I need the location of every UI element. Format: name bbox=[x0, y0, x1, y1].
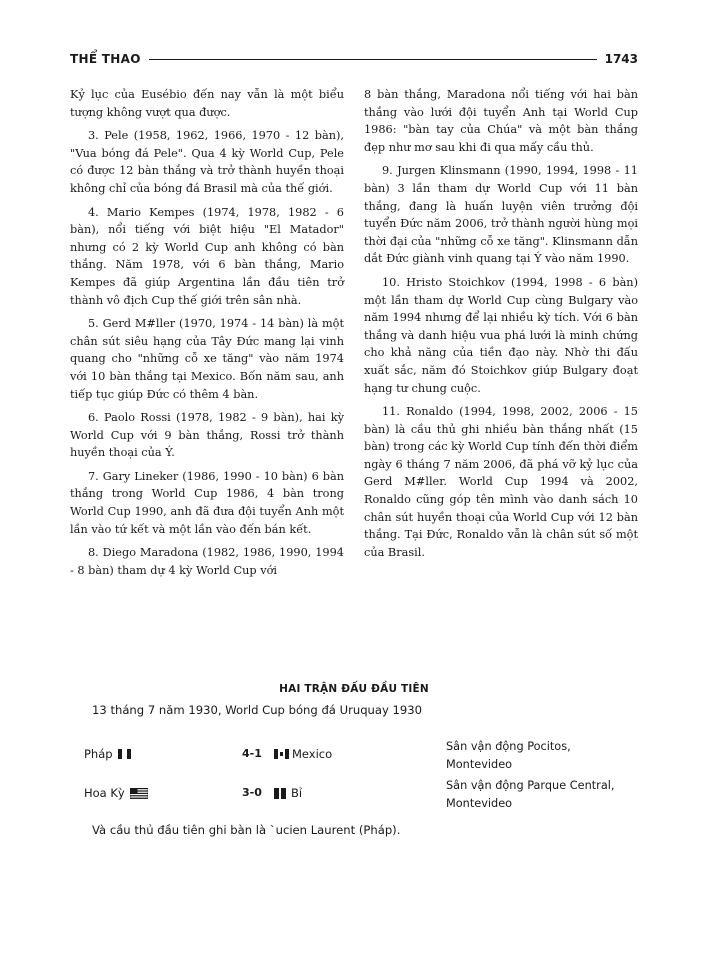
team-name: Pháp bbox=[84, 747, 113, 761]
venue-line: Montevideo bbox=[446, 758, 513, 771]
team-name: Mexico bbox=[292, 747, 333, 761]
left-column bbox=[70, 86, 344, 585]
team-name: Hoa Kỳ bbox=[84, 786, 125, 800]
paragraph: 7. Gary Lineker (1986, 1990 - 10 bàn) 6 bàn thắng trong World Cup 1986, 4 bàn trong World Cup 1990, anh đã đưa đội tuyển Anh một lần vào tứ kết và một lần vào đến bán kết. bbox=[70, 469, 344, 536]
match-score: 4-1 bbox=[242, 747, 262, 760]
paragraph: 6. Paolo Rossi (1978, 1982 - 9 bàn), hai kỳ World Cup với 9 bàn thắng, Rossi trở thành huyền thoại của Ý. bbox=[70, 411, 344, 460]
france-flag-icon bbox=[118, 749, 131, 759]
paragraph: 3. Pele (1958, 1962, 1966, 1970 - 12 bàn), "Vua bóng đá Pele". Qua 4 kỳ World Cup, Pele có được 12 bàn thắng và trở thành huyền thoại không chỉ của bóng đá Brasil mà của thế giới. bbox=[70, 129, 344, 195]
mexico-flag-icon bbox=[274, 749, 289, 759]
team-name: Bỉ bbox=[291, 786, 303, 800]
venue-line: Montevideo bbox=[446, 797, 513, 810]
section-title: THỂ THAO bbox=[70, 52, 141, 66]
paragraph: 5. Gerd M#ller (1970, 1974 - 14 bàn) là một chân sút siêu hạng của Tây Đức mang lại vinh quang cho "những cỗ xe tăng" vào năm 1974 với 10 bàn thắng tại Mexico. Bốn năm sau, anh tiếp tục giúp Đức có thêm 4 bàn. bbox=[70, 317, 344, 401]
match-venue bbox=[446, 738, 571, 774]
page-header bbox=[70, 48, 638, 70]
venue-line: Sân vận động Pocitos, bbox=[446, 740, 571, 753]
venue-line: Sân vận động Parque Central, bbox=[446, 779, 615, 792]
paragraph: 8 bàn thắng, Maradona nổi tiếng với hai bàn thắng vào lưới đội tuyển Anh tại World Cup 1986: "bàn tay của Chúa" và một bàn thắng đẹp như mơ sau khi đi qua mấy cầu thủ. bbox=[364, 88, 638, 154]
usa-flag-icon bbox=[130, 788, 148, 799]
paragraph: 8. Diego Maradona (1982, 1986, 1990, 1994 - 8 bàn) tham dự 4 kỳ World Cup với bbox=[70, 546, 344, 577]
first-scorer-note: Và cầu thủ đầu tiên ghi bàn là `ucien Laurent (Pháp). bbox=[92, 823, 401, 837]
team-home bbox=[84, 786, 148, 800]
paragraph: 9. Jurgen Klinsmann (1990, 1994, 1998 - 11 bàn) 3 lần tham dự World Cup với 11 bàn thắng, đang là huấn luyện viên trưởng đội tuyển Đức năm 2006, trở thành người hùng mọi thời đại của "những cỗ xe tăng". Klinsmann dẫn dắt Đức giành vinh quang tại Ý vào năm 1990. bbox=[364, 164, 638, 266]
matches-subtitle: 13 tháng 7 năm 1930, World Cup bóng đá Uruquay 1930 bbox=[92, 703, 423, 717]
match-venue bbox=[446, 777, 614, 813]
team-away bbox=[274, 786, 302, 800]
match-score: 3-0 bbox=[242, 786, 262, 799]
right-column bbox=[364, 86, 638, 567]
header-rule bbox=[149, 59, 597, 60]
paragraph: 10. Hristo Stoichkov (1994, 1998 - 6 bàn) một lần tham dự World Cup cùng Bulgary vào năm 1994 nhưng để lại nhiều kỳ tích. Với 6 bàn thắng và danh hiệu vua phá lưới là minh chứng cho khả năng của tiền đạo này. Nhờ thi đấu xuất sắc, năm đó Stoichkov giúp Bulgary đoạt hạng tư chung cuộc. bbox=[364, 275, 638, 395]
belgium-flag-icon bbox=[274, 788, 288, 799]
team-away bbox=[274, 747, 332, 761]
paragraph: Kỷ lục của Eusébio đến nay vẫn là một biểu tượng không vượt qua được. bbox=[70, 88, 344, 119]
paragraph: 11. Ronaldo (1994, 1998, 2002, 2006 - 15 bàn) là cầu thủ ghi nhiều bàn thắng nhất (15 bàn) trong các kỳ World Cup tính đến thời điểm ngày 6 tháng 7 năm 2006, đã phá vỡ kỷ lục của Gerd M#ller. World Cup 1994 và 2002, Ronaldo cũng góp tên mình vào danh sách 10 chân sút huyền thoại của World Cup với 12 bàn thắng. Tại Đức, Ronaldo vẫn là chân sút số một của Brasil. bbox=[364, 405, 638, 559]
team-home bbox=[84, 747, 131, 761]
match-row bbox=[84, 738, 644, 778]
matches-title: HAI TRẬN ĐẤU ĐẦU TIÊN bbox=[279, 683, 429, 695]
match-row bbox=[84, 777, 644, 817]
page-number: 1743 bbox=[604, 52, 638, 66]
paragraph: 4. Mario Kempes (1974, 1978, 1982 - 6 bàn), nổi tiếng với biệt hiệu "El Matador" nhưng có 2 kỳ World Cup anh không có bàn thắng. Năm 1978, với 6 bàn thắng, Mario Kempes đã giúp Argentina lần đầu tiên trở thành vô địch Cup thế giới trên sân nhà. bbox=[70, 205, 344, 307]
